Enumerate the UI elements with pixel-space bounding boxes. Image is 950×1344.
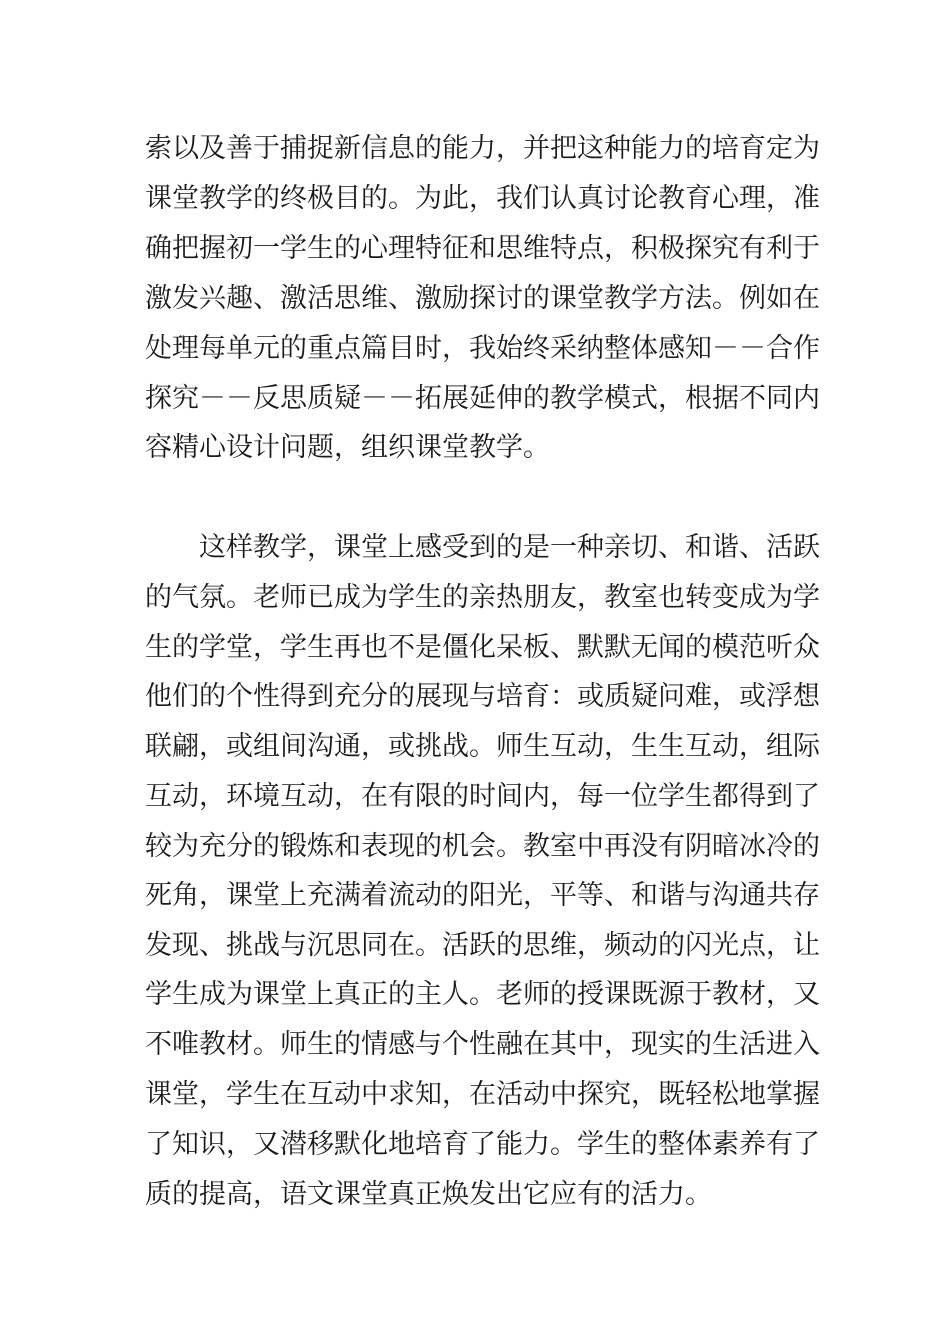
text-line: 激发兴趣、激活思维、激励探讨的课堂教学方法。例如在: [145, 283, 820, 314]
text-line: 互动，环境互动，在有限的时间内，每一位学生都得到了: [145, 781, 820, 812]
text-line: 这样教学，课堂上感受到的是一种亲切、和谐、活跃: [199, 532, 820, 563]
text-line: 较为充分的锻炼和表现的机会。教室中再没有阴暗冰冷的: [145, 831, 820, 862]
text-line: 确把握初一学生的心理特征和思维特点，积极探究有利于: [145, 233, 820, 264]
text-line: 课堂，学生在互动中求知，在活动中探究，既轻松地掌握: [145, 1079, 820, 1110]
text-line: 生的学堂，学生再也不是僵化呆板、默默无闻的模范听众: [145, 632, 820, 663]
text-line: 联翩，或组间沟通，或挑战。师生互动，生生互动，组际: [145, 731, 820, 762]
text-line: 课堂教学的终极目的。为此，我们认真讨论教育心理，准: [145, 183, 820, 214]
text-line: 死角，课堂上充满着流动的阳光，平等、和谐与沟通共存: [145, 880, 820, 911]
text-line: 处理每单元的重点篇目时，我始终采纳整体感知－－合作: [145, 333, 820, 364]
text-line: 质的提高，语文课堂真正焕发出它应有的活力。: [145, 1179, 712, 1210]
text-line: 学生成为课堂上真正的主人。老师的授课既源于教材，又: [145, 979, 820, 1010]
text-line: 了知识，又潜移默化地培育了能力。学生的整体素养有了: [145, 1129, 820, 1160]
text-line: 探究－－反思质疑－－拓展延伸的教学模式，根据不同内: [145, 383, 820, 414]
text-line: 不唯教材。师生的情感与个性融在其中，现实的生活进入: [145, 1029, 820, 1060]
text-line: 索以及善于捕捉新信息的能力，并把这种能力的培育定为: [145, 133, 820, 164]
text-line: 发现、挑战与沉思同在。活跃的思维，频动的闪光点，让: [145, 930, 820, 961]
text-line: 他们的个性得到充分的展现与培育：或质疑问难，或浮想: [145, 681, 820, 712]
text-line: 容精心设计问题，组织课堂教学。: [145, 432, 550, 463]
text-line: 的气氛。老师已成为学生的亲热朋友，教室也转变成为学: [145, 582, 820, 613]
